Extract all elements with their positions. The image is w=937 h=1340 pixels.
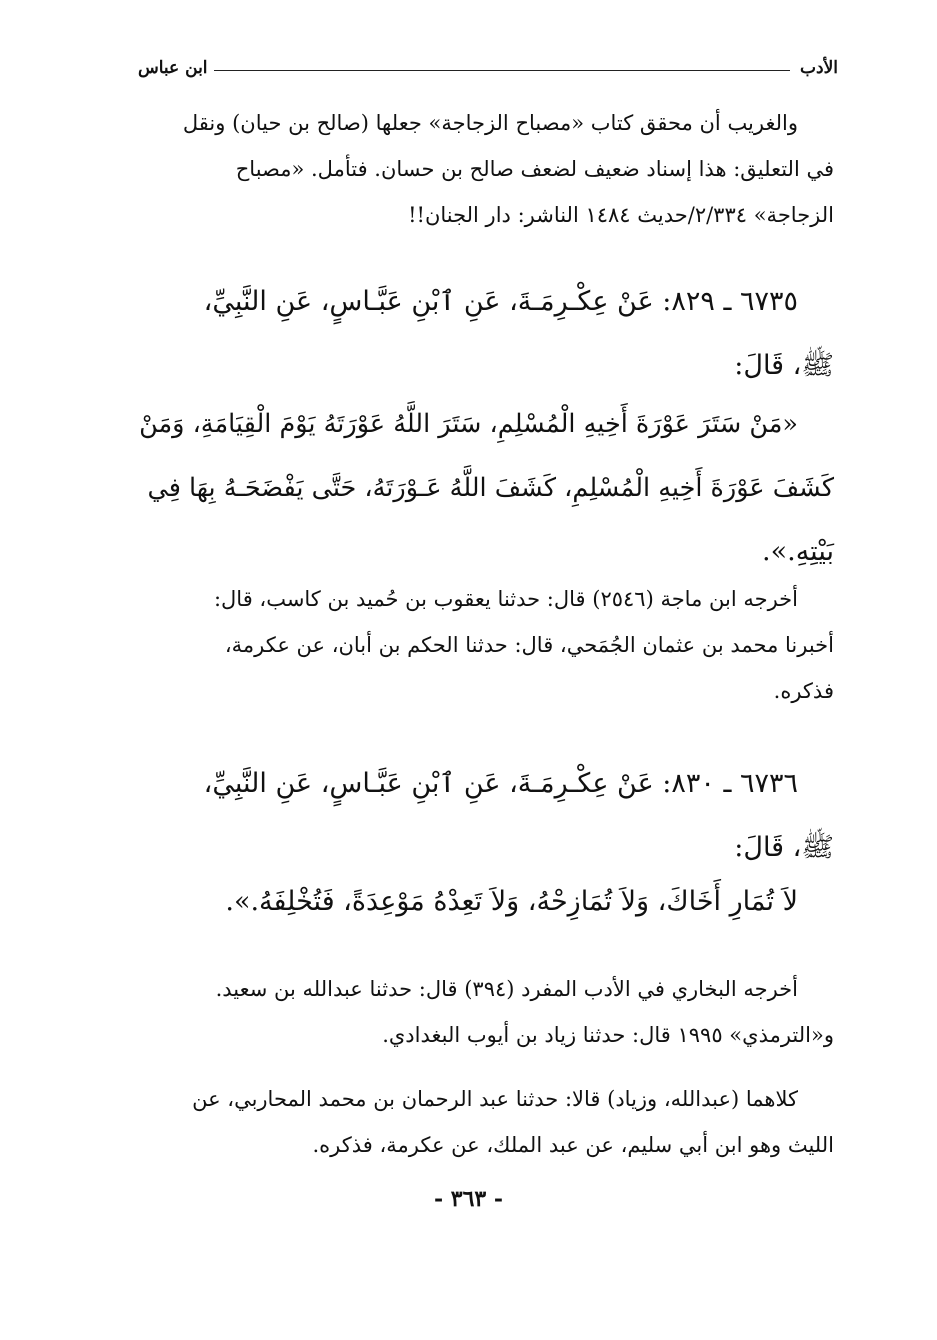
- hadith-2-text: [138, 870, 834, 934]
- intro-line: الزجاجة» ٢/٣٣٤/حديث ١٤٨٤ الناشر: دار الجنان!!: [408, 203, 834, 227]
- hadith-2-heading: [138, 752, 834, 880]
- page-number: - ٣٦٣ -: [433, 1186, 504, 1212]
- hadith-isnad-line: ﷺ، قَالَ:: [734, 832, 834, 863]
- takhrij-line: و«الترمذي» ١٩٩٥ قال: حدثنا زياد بن أيوب البغدادي.: [382, 1023, 834, 1047]
- hadith-matn-line: «مَنْ سَتَرَ عَوْرَةَ أَخِيهِ الْمُسْلِمِ، سَتَرَ اللَّهُ عَوْرَتَهُ يَوْمَ الْقِيَامَةِ، وَمَنْ: [139, 409, 798, 439]
- hadith-1-heading: [138, 270, 834, 398]
- takhrij-line: الليث وهو ابن أبي سليم، عن عبد الملك، عن عكرمة، فذكره.: [312, 1133, 834, 1157]
- running-header: [138, 58, 838, 84]
- hadith-isnad-line: ٦٧٣٥ ـ ٨٢٩: عَنْ عِكْـرِمَـةَ، عَنِ ٱبْنِ عَبَّـاسٍ، عَنِ النَّبِيِّ،: [203, 286, 798, 317]
- hadith-2-takhrij-continued: [138, 1076, 834, 1168]
- intro-line: في التعليق: هذا إسناد ضعيف لضعف صالح بن حسان. فتأمل. «مصباح: [235, 157, 834, 181]
- hadith-matn-line: لاَ تُمَارِ أَخَاكَ، وَلاَ تُمَازِحْهُ، وَلاَ تَعِدْهُ مَوْعِدَةً، فَتُخْلِفَهُ.».: [225, 886, 798, 917]
- header-rule: [196, 70, 790, 71]
- hadith-isnad-line: ﷺ، قَالَ:: [734, 350, 834, 381]
- intro-line: والغريب أن محقق كتاب «مصباح الزجاجة» جعلها (صالح بن حيان) ونقل: [182, 111, 798, 135]
- section-title: الأدب: [794, 58, 838, 78]
- hadith-matn-line: كَشَفَ عَوْرَةَ أَخِيهِ الْمُسْلِمِ، كَشَفَ اللَّهُ عَـوْرَتَهُ، حَتَّى يَفْضَحَـهُ بِهَا فِي: [147, 473, 834, 503]
- hadith-1-text: [138, 392, 834, 584]
- hadith-1-takhrij: [138, 576, 834, 714]
- takhrij-line: أخرجه البخاري في الأدب المفرد (٣٩٤) قال: حدثنا عبدالله بن سعيد.: [215, 977, 798, 1001]
- takhrij-line: فذكره.: [773, 679, 834, 703]
- intro-note: [138, 100, 834, 238]
- takhrij-line: أخبرنا محمد بن عثمان الجُمَحي، قال: حدثنا الحكم بن أبان، عن عكرمة،: [224, 633, 834, 657]
- hadith-matn-line: بَيْتِهِ.».: [762, 536, 834, 567]
- takhrij-line: كلاهما (عبدالله، وزياد) قالا: حدثنا عبد الرحمان بن محمد المحاربي، عن: [192, 1087, 798, 1111]
- hadith-2-takhrij: [138, 966, 834, 1058]
- chapter-title: ابن عباس: [138, 58, 214, 78]
- takhrij-line: أخرجه ابن ماجة (٢٥٤٦) قال: حدثنا يعقوب بن حُميد بن كاسب، قال:: [213, 587, 798, 611]
- hadith-isnad-line: ٦٧٣٦ ـ ٨٣٠: عَنْ عِكْـرِمَـةَ، عَنِ ٱبْنِ عَبَّـاسٍ، عَنِ النَّبِيِّ،: [203, 768, 798, 799]
